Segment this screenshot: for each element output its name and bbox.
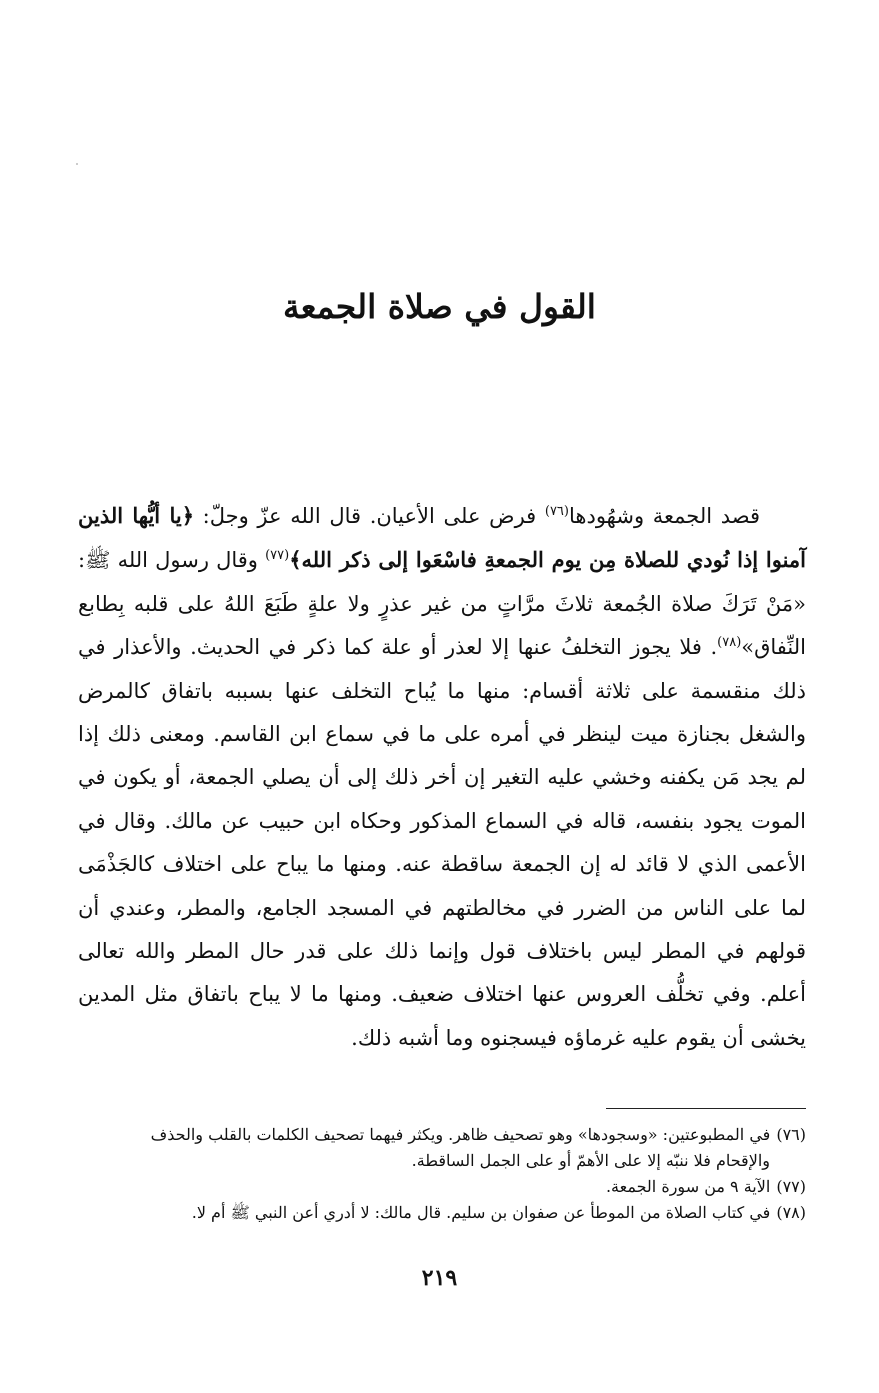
footnote-76-continuation: والإقحام فلا ننبّه إلا على الأهمّ أو على الجمل الساقطة. bbox=[411, 1151, 770, 1170]
footnote-ref-78: (٧٨) bbox=[717, 635, 742, 651]
scan-mark bbox=[76, 163, 78, 165]
footnotes bbox=[86, 1122, 806, 1226]
footnote-ref-76: (٧٦) bbox=[544, 504, 569, 519]
body-segment-1: قصد الجمعة وشهُودها bbox=[569, 504, 761, 528]
body-segment-2: فرض على الأعيان. قال الله عزّ وجلّ: bbox=[194, 504, 545, 528]
footnote-77 bbox=[86, 1174, 806, 1200]
body-segment-4: . فلا يجوز التخلفُ عنها إلا لعذر أو علة كما ذكر في الحديث. والأعذار في ذلك منقسمة على ثلاثة أقسام: منها ما يُباح التخلف عنها بسببه باتفاق كالمرض والشغل بجنازة ميت لينظر في أمره على ما في سماع ابن القاسم. ومعنى ذلك إذا لم يجد مَن يكفنه وخشي عليه التغير إن أخر ذلك إلى أن يصلي الجمعة، أو يكون في الموت يجود بنفسه، قاله في السماع المذكور وحكاه ابن حبيب عن مالك. وقال في الأعمى الذي لا قائد له إن الجمعة ساقطة عنه. ومنها ما يباح على اختلاف كالجَذْمَى لما على الناس من الضرر في مخالطتهم في المسجد الجامع، والمطر، وعندي أن قولهم في المطر ليس باختلاف قول وإنما ذلك على قدر حال المطر والله تعالى أعلم. وفي تخلُّف العروس عنها اختلاف ضعيف. ومنها ما لا يباح باتفاق مثل المدين يخشى أن يقوم عليه غرماؤه فيسجنوه وما أشبه ذلك. bbox=[78, 635, 806, 1050]
page-number: ٢١٩ bbox=[421, 1265, 458, 1291]
quran-verse: ﴿يا أيُّها الذين آمنوا إذا نُودي للصلاة مِن يوم الجمعةِ فاسْعَوا إلى ذكر الله﴾ bbox=[78, 503, 806, 573]
footnote-76-number: (٧٦) bbox=[776, 1125, 806, 1144]
footnote-76-text: في المطبوعتين: «وسجودها» وهو تصحيف ظاهر. ويكثر فيهما تصحيف الكلمات بالقلب والحذف bbox=[150, 1125, 771, 1144]
footnote-78-text: في كتاب الصلاة من الموطأ عن صفوان بن سليم. قال مالك: لا أدري أعن النبي ﷺ أم لا. bbox=[191, 1203, 771, 1222]
body-segment-3: وقال رسول الله ﷺ: «مَنْ تَرَكَ صلاة الجُمعة ثلاثَ مرَّاتٍ من غير عذرٍ ولا علةٍ طَبَعَ اللهُ على قلبه بِطابع النِّفاق» bbox=[78, 548, 806, 660]
footnote-77-number: (٧٧) bbox=[776, 1177, 806, 1196]
chapter-title: القول في صلاة الجمعة bbox=[283, 287, 596, 326]
body-paragraph bbox=[78, 494, 806, 1060]
footnote-77-text: الآية ٩ من سورة الجمعة. bbox=[605, 1177, 771, 1196]
footnote-76 bbox=[86, 1122, 806, 1148]
footnote-78-number: (٧٨) bbox=[776, 1203, 806, 1222]
footnote-ref-77: (٧٧) bbox=[265, 548, 290, 564]
footnote-separator bbox=[606, 1108, 806, 1109]
footnote-78 bbox=[86, 1200, 806, 1226]
